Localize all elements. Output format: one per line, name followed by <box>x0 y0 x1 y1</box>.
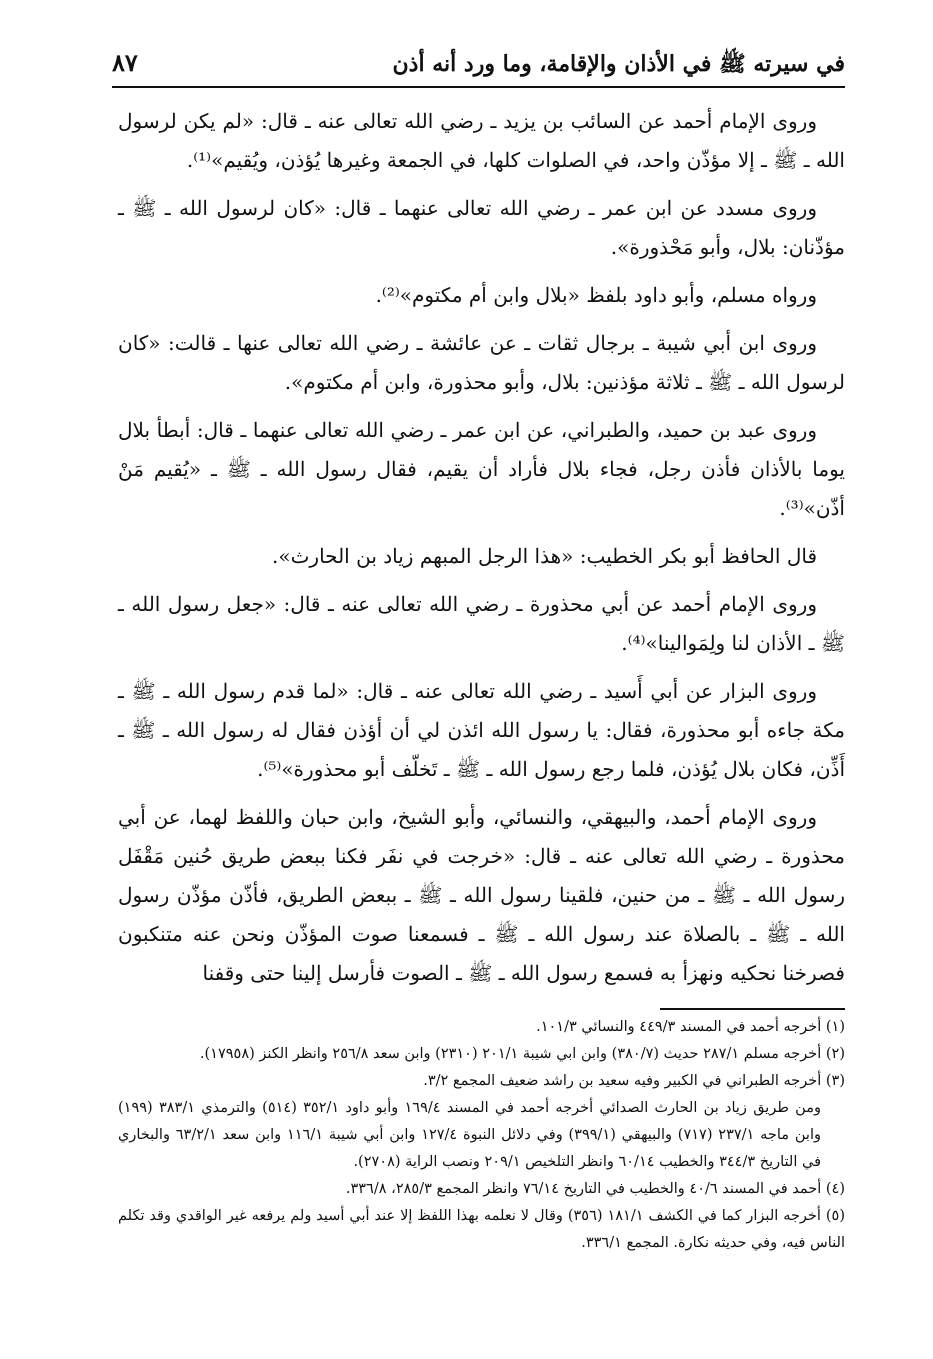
paragraph: وروى عبد بن حميد، والطبراني، عن ابن عمر ـ رضي الله تعالى عنهما ـ قال: أبطأ بلال يوما بالأذان فأذن رجل، فجاء بلال فأراد أن يقيم، فقال رسول الله ـ ﷺ ـ «يُقيم مَنْ أذّن»⁽³⁾. <box>118 418 845 520</box>
paragraph: وروى الإمام أحمد عن السائب بن يزيد ـ رضي الله تعالى عنه ـ قال: «لم يكن لرسول الله ـ ﷺ ـ إلا مؤذّن واحد، في الصلوات كلها، في الجمعة وغيرها يُؤذن، ويُقيم»⁽¹⁾. <box>118 109 845 172</box>
footnote: (٢) أخرجه مسلم ٢٨٧/١ حديث (٣٨٠/٧) وابن ابي شيبة ٢٠١/١ (٢٣١٠) وابن سعد ٢٥٦/٨ وانظر الكنز (١٧٩٥٨). <box>199 1046 845 1062</box>
header-rule <box>112 86 845 88</box>
footnotes <box>118 1014 845 1257</box>
paragraph: وروى الإمام أحمد عن أبي محذورة ـ رضي الله تعالى عنه ـ قال: «جعل رسول الله ـ ﷺ ـ الأذان لنا ولِمَوالينا»⁽⁴⁾. <box>118 592 845 655</box>
paragraph: وروى مسدد عن ابن عمر ـ رضي الله تعالى عنهما ـ قال: «كان لرسول الله ـ ﷺ ـ مؤذّنان: بلال، وأبو مَحْذورة». <box>118 196 845 259</box>
paragraph: وروى ابن أبي شيبة ـ برجال ثقات ـ عن عائشة ـ رضي الله تعالى عنها ـ قالت: «كان لرسول الله ـ ﷺ ـ ثلاثة مؤذنين: بلال، وأبو محذورة، وابن أم مكتوم». <box>118 331 845 394</box>
footnote: (٥) أخرجه البزار كما في الكشف ١٨١/١ (٣٥٦) وقال لا نعلمه بهذا اللفظ إلا عند أبي أسيد ولم يرفعه غير الواقدي وقد تكلم الناس فيه، وفي حديثه نكارة. المجمع ٣٣٦/١. <box>118 1208 845 1251</box>
main-text <box>118 102 845 1002</box>
footnote: (١) أخرجه أحمد في المسند ٤٤٩/٣ والنسائي ١٠١/٣. <box>536 1019 845 1035</box>
footnote: (٣) أخرجه الطبراني في الكبير وفيه سعيد بن راشد ضعيف المجمع ٣/٢. <box>423 1073 845 1089</box>
paragraph: ورواه مسلم، وأبو داود بلفظ «بلال وابن أم مكتوم»⁽²⁾. <box>375 283 817 307</box>
paragraph: وروى الإمام أحمد، والبيهقي، والنسائي، وأبو الشيخ، وابن حبان واللفظ لهما، عن أبي محذورة ـ رضي الله تعالى عنه ـ قال: «خرجت في نفَر فكنا ببعض طريق حُنين مَقْفَل رسول الله ـ ﷺ ـ من حنين، فلقينا رسول الله ـ ﷺ ـ ببعض الطريق، فأذّن مؤذّن رسول الله ـ ﷺ ـ بالصلاة عند رسول الله ـ ﷺ ـ فسمعنا صوت المؤذّن ونحن عنه متنكبون فصرخنا نحكيه ونهزأ به فسمع رسول الله ـ ﷺ ـ الصوت فأرسل إلينا حتى وقفنا <box>118 805 845 985</box>
page-number: ٨٧ <box>112 48 138 77</box>
page-header <box>112 44 845 84</box>
footnote-continuation: ومن طريق زياد بن الحارث الصدائي أخرجه أحمد في المسند ١٦٩/٤ وأبو داود ٣٥٢/١ (٥١٤) والترمذي ٣٨٣/١ (١٩٩) وابن ماجه ٢٣٧/١ (٧١٧) والبيهقي (٣٩٩/١) وفي دلائل النبوة ١٢٧/٤ وابن أبي شيبة ١١٦/١ وابن سعد ٦٣/٢/١ والبخاري في التاريخ ٣٤٤/٣ والخطيب ٦٠/١٤ وانظر التلخيص ٢٠٩/١ ونصب الراية (٢٧٠٨). <box>118 1100 821 1170</box>
footnote-rule <box>660 1008 845 1010</box>
footnote: (٤) أحمد في المسند ٤٠/٦ والخطيب في التاريخ ٧٦/١٤ وانظر المجمع ٢٨٥/٣، ٣٣٦/٨. <box>345 1181 845 1197</box>
paragraph: وروى البزار عن أبي أَسيد ـ رضي الله تعالى عنه ـ قال: «لما قدم رسول الله ـ ﷺ ـ مكة جاءه أبو محذورة، فقال: يا رسول الله ائذن لي أن أؤذن فقال له رسول الله ـ ﷺ ـ أَذِّن، فكان بلال يُؤذن، فلما رجع رسول الله ـ ﷺ ـ تَخلّف أبو محذورة»⁽⁵⁾. <box>118 679 845 781</box>
running-title: في سيرته ﷺ في الأذان والإقامة، وما ورد أنه أذن <box>392 51 845 77</box>
paragraph: قال الحافظ أبو بكر الخطيب: «هذا الرجل المبهم زياد بن الحارث». <box>272 544 817 568</box>
